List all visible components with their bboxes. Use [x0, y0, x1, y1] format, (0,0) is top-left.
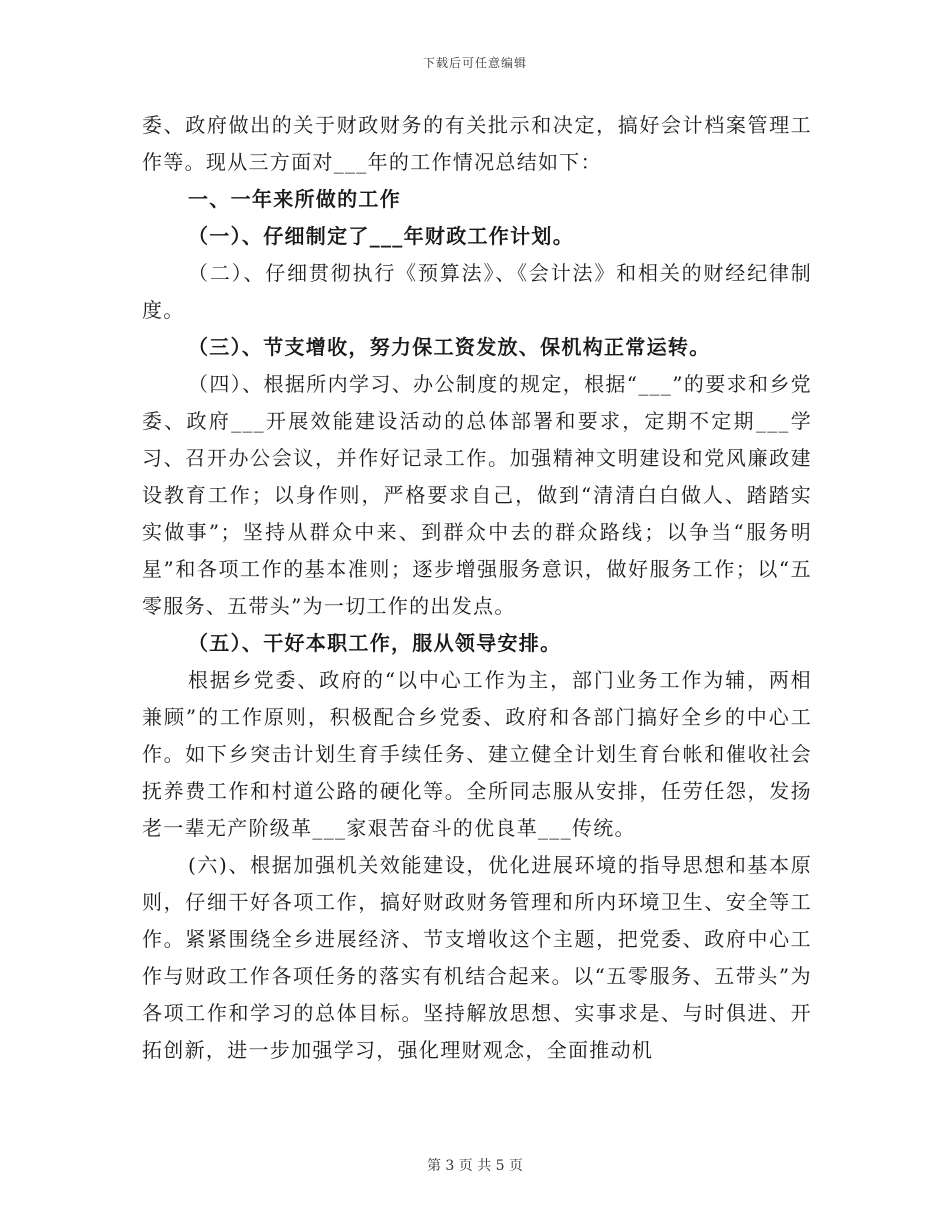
- page-number: 第 3 页 共 5 页: [426, 1158, 524, 1174]
- page-header: 下载后可任意编辑: [422, 56, 527, 70]
- subsection-6: (六)、根据加强机关效能建设，优化进展环境的指导思想和基本原则，仔细干好各项工作，搞好财政财务管理和所内环境卫生、安全等工作。紧紧围绕全乡进展经济、节支增收这个主题，把党委、政府中心工作与财政工作各项任务的落实有机结合起来。以“五零服务、五带头”为各项工作和学习的总体目标。坚持解放思想、实事求是、与时俱进、开拓创新，进一步加强学习，强化理财观念，全面推动机: [142, 853, 812, 1062]
- subsection-4: （四）、根据所内学习、办公制度的规定，根据“___”的要求和乡党委、政府___开展效能建设活动的总体部署和要求，定期不定期___学习、召开办公会议，并作好记录工作。加强精神文明建设和党风廉政建设教育工作；以身作则，严格要求自己，做到“清清白白做人、踏踏实实做事”；坚持从群众中来、到群众中去的群众路线；以争当“服务明星”和各项工作的基本准则；逐步增强服务意识，做好服务工作；以“五零服务、五带头”为一切工作的出发点。: [142, 372, 812, 618]
- document-body: [142, 107, 812, 1069]
- subsection-heading-1: （一）、仔细制定了___年财政工作计划。: [188, 224, 574, 248]
- subsection-heading-5: （五）、干好本职工作，服从领导安排。: [188, 631, 562, 655]
- subsection-heading-3: （三）、节支增收，努力保工资发放、保机构正常运转。: [188, 335, 711, 359]
- subsection-5-body: 根据乡党委、政府的“以中心工作为主，部门业务工作为辅，两相兼顾”的工作原则，积极配合乡党委、政府和各部门搞好全乡的中心工作。如下乡突击计划生育手续任务、建立健全计划生育台帐和催收社会抚养费工作和村道公路的硬化等。全所同志服从安排，任劳任怨，发扬老一辈无产阶级革___家艰苦奋斗的优良革___传统。: [142, 668, 812, 840]
- subsection-2: （二）、仔细贯彻执行《预算法》、《会计法》和相关的财经纪律制度。: [142, 261, 812, 322]
- section-heading-1: 一、一年来所做的工作: [188, 187, 401, 211]
- paragraph-intro: 委、政府做出的关于财政财务的有关批示和决定，搞好会计档案管理工作等。现从三方面对___年的工作情况总结如下：: [142, 113, 812, 174]
